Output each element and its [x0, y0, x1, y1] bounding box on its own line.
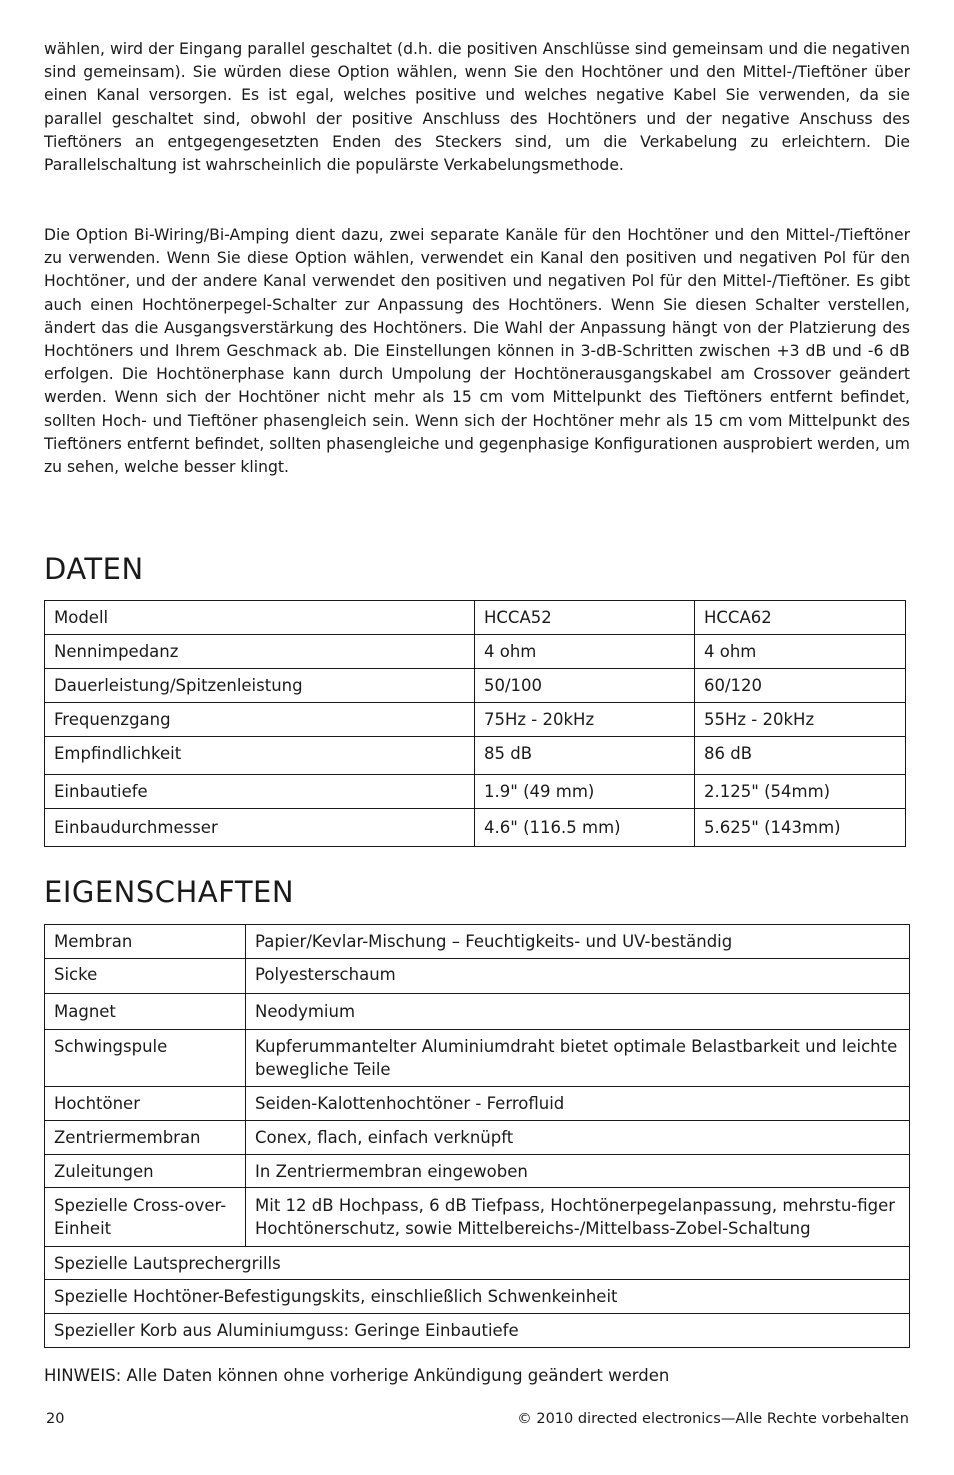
feature-label: Magnet: [45, 994, 246, 1030]
spec-label: Dauerleistung/Spitzenleistung: [45, 669, 475, 703]
table-row: [45, 809, 906, 847]
spec-value-hcca52: 50/100: [475, 669, 695, 703]
features-table: [44, 924, 910, 1348]
feature-label: Spezielle Cross-over-Einheit: [45, 1188, 246, 1247]
feature-label: Zentriermembran: [45, 1121, 246, 1155]
page-number: 20: [46, 1411, 65, 1427]
feature-value: Polyesterschaum: [246, 959, 910, 994]
section-heading-daten: DATEN: [44, 552, 144, 586]
table-row: [45, 1155, 910, 1188]
spec-value-hcca52: 4 ohm: [475, 635, 695, 669]
section-heading-eigenschaften: EIGENSCHAFTEN: [44, 875, 295, 909]
table-row: [45, 1121, 910, 1155]
note-text: HINWEIS: Alle Daten können ohne vorherige Ankündigung geändert werden: [44, 1366, 670, 1385]
table-row: [45, 959, 910, 994]
feature-value: Seiden-Kalottenhochtöner - Ferrofluid: [246, 1087, 910, 1121]
spec-label: Einbautiefe: [45, 775, 475, 809]
body-paragraph-parallel-wiring: wählen, wird der Eingang parallel geschaltet (d.h. die positiven Anschlüsse sind gemeinsam und die negativen sind gemeinsam). Sie würden diese Option wählen, wenn Sie den Hochtöner und den Mittel-/Tieftöner über einen Kanal versorgen. Es ist egal, welches positive und welches negative Kabel Sie verwenden, da sie parallel geschaltet sind, obwohl der positive Anschluss des Hochtöners und der negative Anschuss des Tieftöners an entgegengesetzten Enden des Steckers sind, um die Verkabelung zu erleichtern. Die Parallelschaltung ist wahrscheinlich die populärste Verkabelungsmethode.: [44, 40, 910, 175]
table-row: [45, 737, 906, 775]
feature-value: Neodymium: [246, 994, 910, 1030]
spec-label: Frequenzgang: [45, 703, 475, 737]
spec-value-hcca52: 4.6" (116.5 mm): [475, 809, 695, 847]
feature-label: Schwingspule: [45, 1030, 246, 1087]
feature-single: Spezieller Korb aus Aluminiumguss: Geringe Einbautiefe: [45, 1314, 910, 1348]
spec-label: Modell: [45, 601, 475, 635]
spec-value-hcca52: 85 dB: [475, 737, 695, 775]
table-row: [45, 1030, 910, 1087]
table-row: [45, 775, 906, 809]
table-row: [45, 1087, 910, 1121]
spec-label: Nennimpedanz: [45, 635, 475, 669]
feature-value: Mit 12 dB Hochpass, 6 dB Tiefpass, Hochtönerpegelanpassung, mehrstu-figer Hochtönerschutz, sowie Mittelbereichs-/Mittelbass-Zobel-Schaltung: [246, 1188, 910, 1247]
spec-value-hcca62: 5.625" (143mm): [695, 809, 906, 847]
spec-value-hcca52: 1.9" (49 mm): [475, 775, 695, 809]
feature-value: Kupferummantelter Aluminiumdraht bietet optimale Belastbarkeit und leichte bewegliche Teile: [246, 1030, 910, 1087]
spec-value-hcca62: 2.125" (54mm): [695, 775, 906, 809]
table-row: [45, 635, 906, 669]
table-row: [45, 1280, 910, 1314]
feature-label: Hochtöner: [45, 1087, 246, 1121]
spec-label: Empfindlichkeit: [45, 737, 475, 775]
table-row: [45, 703, 906, 737]
spec-value-hcca62: 60/120: [695, 669, 906, 703]
feature-label: Membran: [45, 925, 246, 959]
spec-value-hcca62: 4 ohm: [695, 635, 906, 669]
table-row: [45, 994, 910, 1030]
spec-value-hcca62: HCCA62: [695, 601, 906, 635]
table-row: [45, 1247, 910, 1280]
feature-value: Papier/Kevlar-Mischung – Feuchtigkeits- und UV-beständig: [246, 925, 910, 959]
feature-value: In Zentriermembran eingewoben: [246, 1155, 910, 1188]
table-row: [45, 1314, 910, 1348]
body-paragraph-bi-wiring: Die Option Bi-Wiring/Bi-Amping dient dazu, zwei separate Kanäle für den Hochtöner und den Mittel-/Tieftöner zu verwenden. Wenn Sie diese Option wählen, verwendet ein Kanal den positiven und negativen Pol für den Hochtöner, und der andere Kanal verwendet den positiven und negativen Pol für den Mittel-/Tieftöner. Es gibt auch einen Hochtönerpegel-Schalter zur Anpassung des Hochtöners. Wenn Sie diesen Schalter verstellen, ändert das die Ausgangsverstärkung des Hochtöners. Die Wahl der Anpassung hängt von der Platzierung des Hochtöners und Ihrem Geschmack ab. Die Einstellungen können in 3-dB-Schritten zwischen +3 dB und -6 dB erfolgen. Die Hochtönerphase kann durch Umpolung der Hochtönerausgangskabel am Crossover geändert werden. Wenn sich der Hochtöner nicht mehr als 15 cm vom Mittelpunkt des Tieftöners entfernt befindet, sollten Hoch- und Tieftöner phasengleich sein. Wenn sich der Hochtöner mehr als 15 cm vom Mittelpunkt des Tieftöners entfernt befindet, sollten phasengleiche und gegenphasige Konfigurationen ausprobiert werden, um zu sehen, welche besser klingt.: [44, 226, 910, 477]
table-row: [45, 1188, 910, 1247]
spec-value-hcca52: 75Hz - 20kHz: [475, 703, 695, 737]
feature-label: Zuleitungen: [45, 1155, 246, 1188]
feature-label: Sicke: [45, 959, 246, 994]
table-row: [45, 601, 906, 635]
specifications-table: [44, 600, 906, 847]
copyright-notice: © 2010 directed electronics—Alle Rechte vorbehalten: [517, 1411, 909, 1427]
spec-label: Einbaudurchmesser: [45, 809, 475, 847]
feature-single: Spezielle Lautsprechergrills: [45, 1247, 910, 1280]
table-row: [45, 669, 906, 703]
feature-value: Conex, flach, einfach verknüpft: [246, 1121, 910, 1155]
spec-value-hcca62: 55Hz - 20kHz: [695, 703, 906, 737]
spec-value-hcca52: HCCA52: [475, 601, 695, 635]
spec-value-hcca62: 86 dB: [695, 737, 906, 775]
table-row: [45, 925, 910, 959]
feature-single: Spezielle Hochtöner-Befestigungskits, einschließlich Schwenkeinheit: [45, 1280, 910, 1314]
